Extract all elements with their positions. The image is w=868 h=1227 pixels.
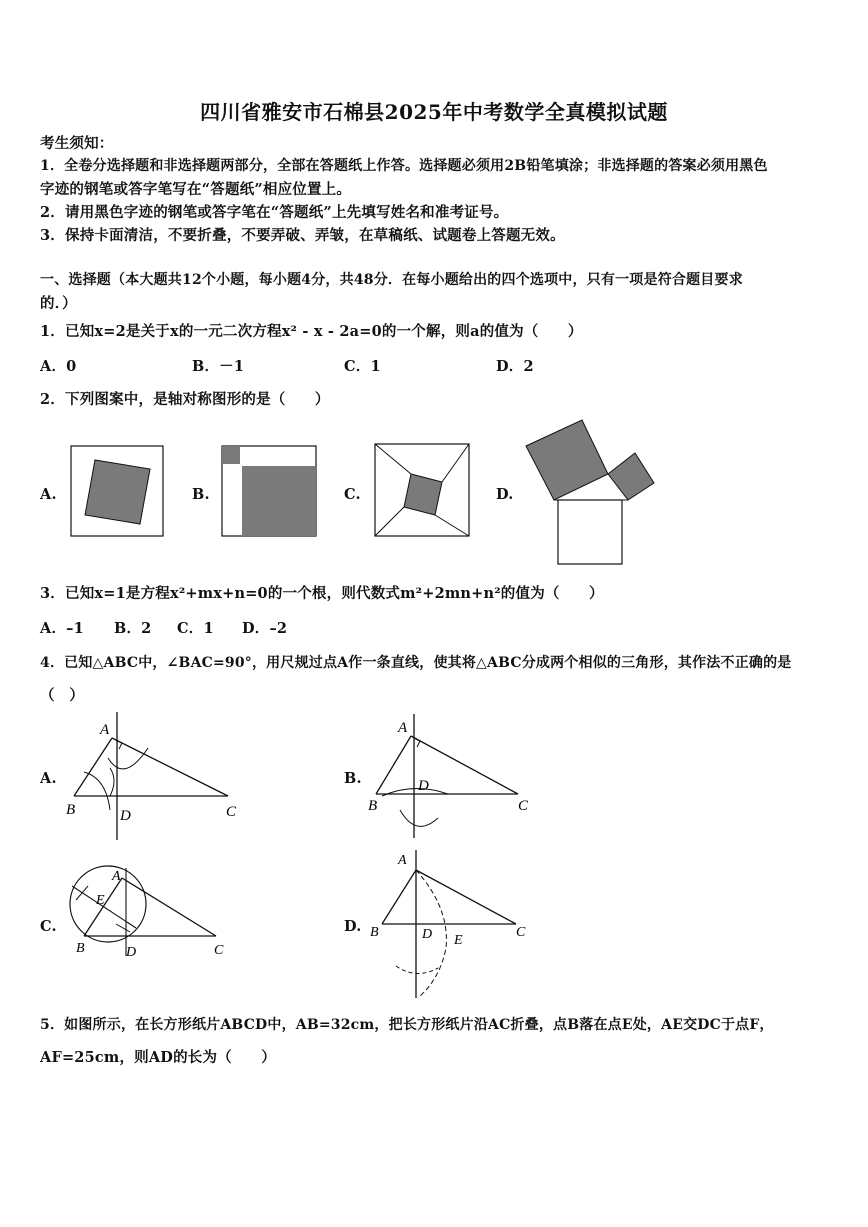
- q4a-point-d: D: [120, 808, 131, 824]
- q2-figure-c: [374, 443, 472, 539]
- notice-heading: 考生须知：: [40, 135, 114, 152]
- q4-label-d: D.: [344, 918, 362, 935]
- q1-option-b: B．－1: [192, 358, 245, 375]
- question-1-stem: 1．已知x=2是关于x的一元二次方程x² - x - 2a=0的一个解，则a的值为（ ）: [40, 323, 583, 340]
- q4-label-c: C.: [40, 918, 57, 935]
- q1-option-a: A．0: [40, 358, 77, 375]
- q2-figure-a: [70, 445, 166, 539]
- q4a-point-c: C: [226, 804, 237, 820]
- q4b-point-b: B: [368, 798, 378, 814]
- notice-item-1-cont: 字迹的钢笔或答字笔写在“答题纸”相应位置上。: [40, 181, 352, 198]
- q4-label-b: B.: [344, 770, 362, 787]
- q1-option-c: C．1: [344, 358, 381, 375]
- q4c-point-b: B: [76, 941, 85, 956]
- q4d-point-c: C: [516, 925, 526, 940]
- q3-option-d: D．–2: [242, 620, 288, 637]
- q3-option-b: B．2: [114, 620, 152, 637]
- q2-label-c: C.: [344, 486, 361, 503]
- q4d-point-b: B: [370, 925, 379, 940]
- q4-figure-a: [60, 710, 250, 842]
- q4b-point-c: C: [518, 798, 529, 814]
- notice-item-2: 2．请用黑色字迹的钢笔或答字笔在“答题纸”上先填写姓名和准考证号。: [40, 204, 509, 221]
- q3-option-a: A．–1: [40, 620, 84, 637]
- q4-figure-c: [64, 860, 234, 960]
- q1-option-d: D．2: [496, 358, 534, 375]
- q4c-point-a: A: [112, 869, 121, 884]
- question-5-stem-cont: AF=25cm，则AD的长为（ ）: [40, 1049, 276, 1066]
- q4d-point-a: A: [398, 853, 407, 868]
- q4-figure-b: [366, 712, 534, 840]
- question-4-stem-cont: （ ）: [40, 687, 85, 704]
- q4c-point-c: C: [214, 943, 224, 958]
- q2-label-b: B.: [192, 486, 210, 503]
- q4b-point-d: D: [418, 778, 429, 794]
- question-4-stem: 4．已知△ABC中，∠BAC=90°，用尺规过点A作一条直线，使其将△ABC分成两个相似的三角形，其作法不正确的是: [40, 655, 792, 671]
- page-title: 四川省雅安市石棉县2025年中考数学全真模拟试题: [200, 100, 668, 124]
- question-3-stem: 3．已知x=1是方程x²+mx+n=0的一个根，则代数式m²+2mn+n²的值为（ ）: [40, 585, 604, 602]
- q2-figure-d: [524, 416, 658, 568]
- question-2-stem: 2．下列图案中，是轴对称图形的是（ ）: [40, 391, 330, 408]
- question-5-stem: 5．如图所示，在长方形纸片ABCD中，AB=32cm，把长方形纸片沿AC折叠，点B落在点E处，AE交DC于点F，: [40, 1017, 774, 1033]
- q4a-point-b: B: [66, 802, 76, 818]
- q4c-point-e: E: [96, 893, 105, 908]
- q4a-point-a: A: [100, 722, 110, 738]
- section-heading: 一、选择题（本大题共12个小题，每小题4分，共48分．在每小题给出的四个选项中，只有一项是符合题目要求: [40, 272, 743, 288]
- q4c-point-d: D: [126, 945, 137, 960]
- q4b-point-a: A: [398, 720, 408, 736]
- q4-label-a: A.: [40, 770, 57, 787]
- section-heading-cont: 的．）: [40, 295, 77, 312]
- notice-item-3: 3．保持卡面清洁，不要折叠，不要弄破、弄皱，在草稿纸、试题卷上答题无效。: [40, 227, 565, 244]
- q3-option-c: C．1: [177, 620, 214, 637]
- q4d-point-e: E: [454, 933, 463, 948]
- q4-figure-d: [366, 848, 532, 1002]
- notice-item-1: 1．全卷分选择题和非选择题两部分，全部在答题纸上作答。选择题必须用2B铅笔填涂；非选择题的答案必须用黑色: [40, 158, 768, 174]
- q2-label-d: D.: [496, 486, 514, 503]
- q2-label-a: A.: [40, 486, 57, 503]
- q4d-point-d: D: [422, 927, 433, 942]
- q2-figure-b: [221, 445, 319, 539]
